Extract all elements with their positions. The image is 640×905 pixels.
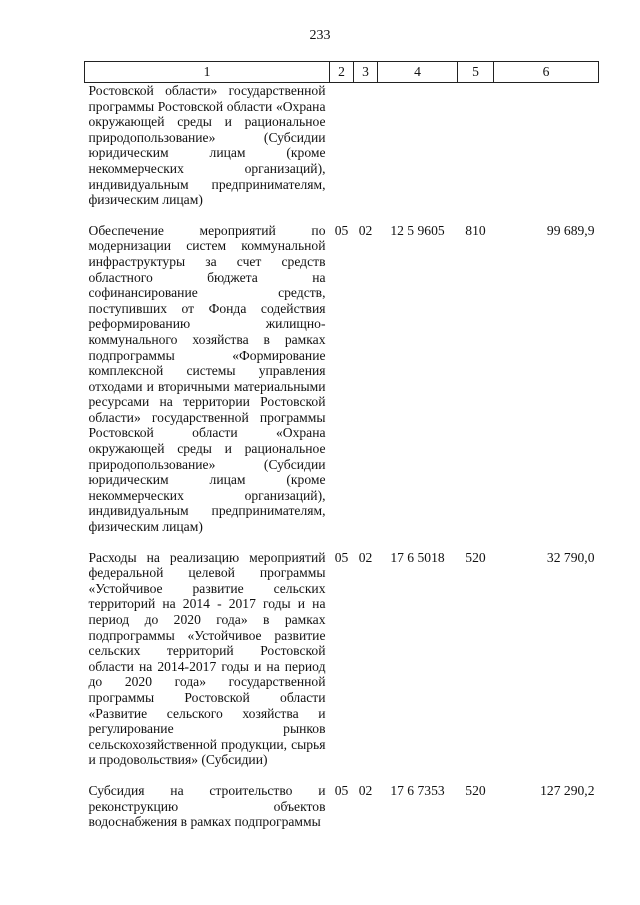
header-col-2: 2 xyxy=(330,62,354,83)
row-expense-type: 520 xyxy=(465,549,486,565)
row-expense-type: 520 xyxy=(465,782,486,798)
budget-table xyxy=(84,61,599,830)
row-description: Субсидия на строительство и реконструкцию объектов водоснабжения в рамках подпрограммы xyxy=(88,782,326,830)
table-header-row xyxy=(85,62,599,83)
page-number: 233 xyxy=(309,28,331,43)
table-row xyxy=(85,83,599,208)
row-target-article: 12 5 9605 xyxy=(390,222,445,238)
header-col-4: 4 xyxy=(378,62,458,83)
table-row xyxy=(85,223,599,535)
row-subsection: 02 xyxy=(358,782,373,798)
row-expense-type: 810 xyxy=(465,222,486,238)
header-col-3: 3 xyxy=(354,62,378,83)
row-section: 05 xyxy=(334,222,349,238)
header-col-5: 5 xyxy=(458,62,494,83)
row-target-article: 17 6 5018 xyxy=(390,549,445,565)
row-section: 05 xyxy=(334,782,349,798)
row-amount: 127 290,2 xyxy=(540,782,595,798)
row-target-article: 17 6 7353 xyxy=(390,782,445,798)
header-col-6: 6 xyxy=(494,62,599,83)
row-subsection xyxy=(354,83,378,208)
row-subsection: 02 xyxy=(358,549,373,565)
header-col-1: 1 xyxy=(85,62,330,83)
row-expense-type xyxy=(458,83,494,208)
table-row xyxy=(85,783,599,830)
row-target-article xyxy=(378,83,458,208)
row-subsection: 02 xyxy=(358,222,373,238)
row-section xyxy=(330,83,354,208)
row-amount: 99 689,9 xyxy=(546,222,595,238)
row-description: Расходы на реализацию мероприятий федеральной целевой программы «Устойчивое развитие сельских территорий на 2014 - 2017 годы и на период до 2020 года» в рамках подпрограммы «Устойчивое развитие сельских территорий Ростовской области на 2014-2017 годы и на период до 2020 года» государственной программы Ростовской области «Развитие сельского хозяйства и регулирование рынков сельскохозяйственной продукции, сырья и продовольствия» (Субсидии) xyxy=(88,549,326,768)
row-amount: 32 790,0 xyxy=(546,549,595,565)
row-description: Ростовской области» государственной программы Ростовской области «Охрана окружающей среды и рациональное природопользование» (Субсидии юридическим лицам (кроме некоммерческих организаций), индивидуальным предпринимателям, физическим лицам) xyxy=(88,83,326,208)
row-amount xyxy=(494,83,599,208)
row-section: 05 xyxy=(334,549,349,565)
row-description: Обеспечение мероприятий по модернизации систем коммунальной инфраструктуры за счет средств областного бюджета на софинансирование средств, поступивших от Фонда содействия реформированию жилищно-коммунального хозяйства в рамках подпрограммы «Формирование комплексной системы управления отходами и вторичными материальными ресурсами на территории Ростовской области» государственной программы Ростовской области «Охрана окружающей среды и рациональное природопользование» (Субсидии юридическим лицам (кроме некоммерческих организаций), индивидуальным предпринимателям, физическим лицам) xyxy=(88,222,326,535)
table-row xyxy=(85,550,599,768)
